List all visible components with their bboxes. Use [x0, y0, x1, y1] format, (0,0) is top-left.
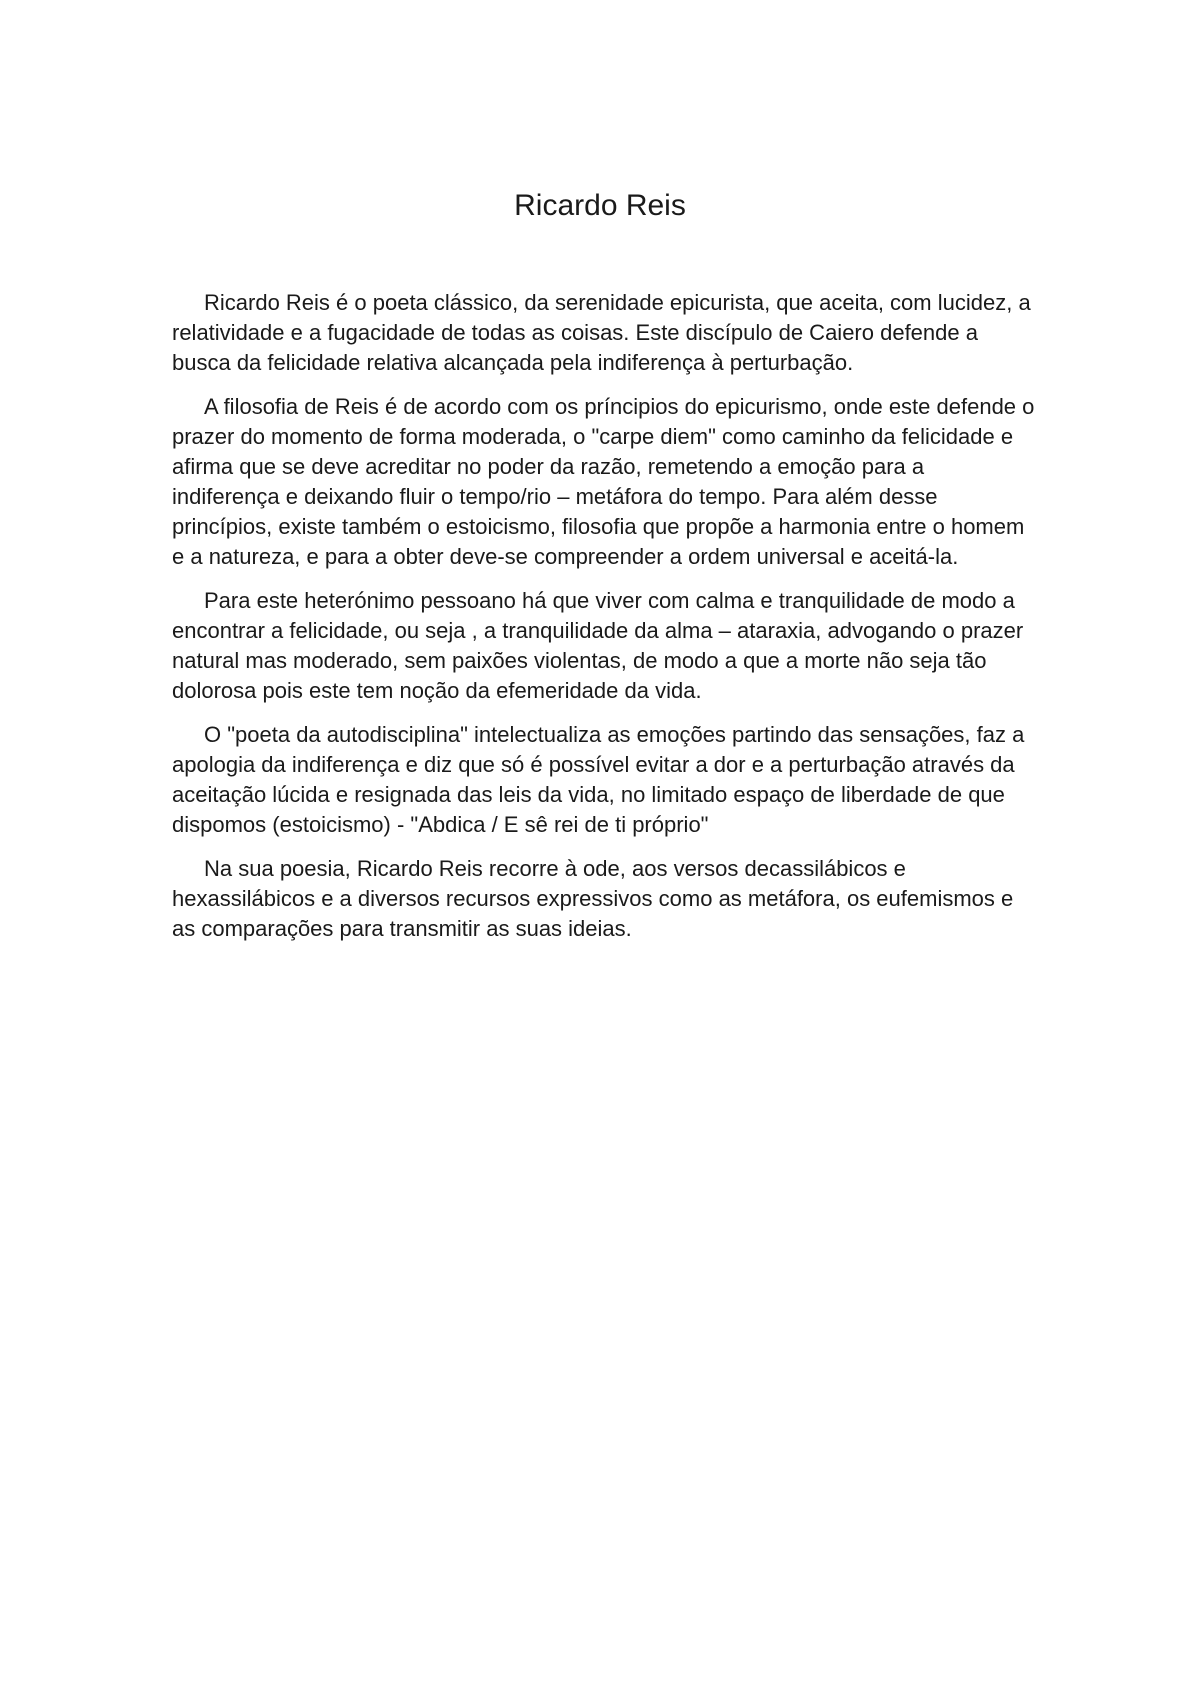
document-title: Ricardo Reis [514, 189, 686, 222]
document-body [172, 288, 1036, 958]
paragraph-2: A filosofia de Reis é de acordo com os príncipios do epicurismo, onde este defende o prazer do momento de forma moderada, o "carpe diem" como caminho da felicidade e afirma que se deve acreditar no poder da razão, remetendo a emoção para a indiferença e deixando fluir o tempo/rio – metáfora do tempo. Para além desse princípios, existe também o estoicismo, filosofia que propõe a harmonia entre o homem e a natureza, e para a obter deve-se compreender a ordem universal e aceitá-la. [172, 394, 1035, 569]
paragraph-1: Ricardo Reis é o poeta clássico, da serenidade epicurista, que aceita, com lucidez, a relatividade e a fugacidade de todas as coisas. Este discípulo de Caiero defende a busca da felicidade relativa alcançada pela indiferença à perturbação. [172, 290, 1031, 375]
paragraph-3: Para este heterónimo pessoano há que viver com calma e tranquilidade de modo a encontrar a felicidade, ou seja , a tranquilidade da alma – ataraxia, advogando o prazer natural mas moderado, sem paixões violentas, de modo a que a morte não seja tão dolorosa pois este tem noção da efemeridade da vida. [172, 588, 1024, 703]
paragraph-5: Na sua poesia, Ricardo Reis recorre à ode, aos versos decassilábicos e hexassilábicos e a diversos recursos expressivos como as metáfora, os eufemismos e as comparações para transmitir as suas ideias. [172, 856, 1014, 941]
paragraph-4: O "poeta da autodisciplina" intelectualiza as emoções partindo das sensações, faz a apologia da indiferença e diz que só é possível evitar a dor e a perturbação através da aceitação lúcida e resignada das leis da vida, no limitado espaço de liberdade de que dispomos (estoicismo) - "Abdica / E sê rei de ti próprio" [172, 722, 1025, 837]
